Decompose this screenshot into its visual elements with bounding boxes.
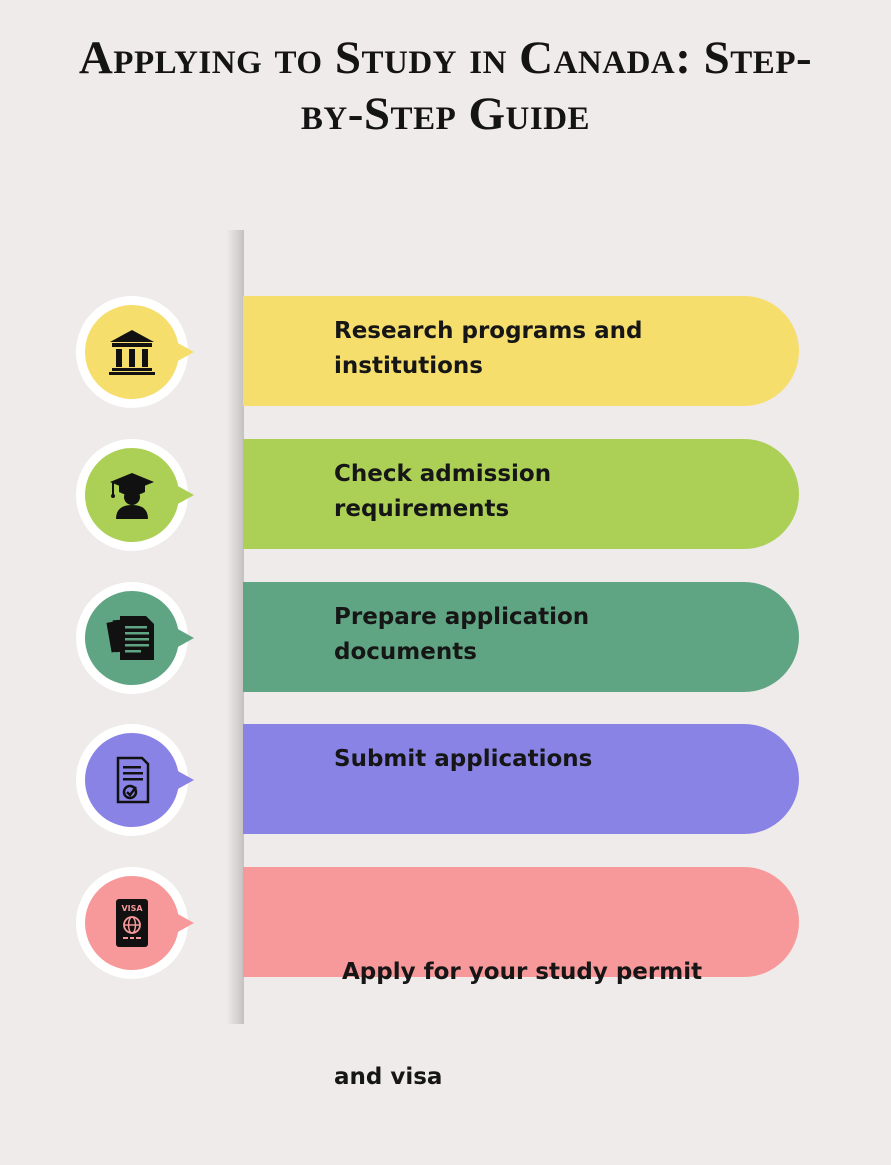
step-icon-bubble	[76, 439, 188, 551]
passport-visa-icon	[106, 897, 158, 949]
bubble-pointer	[176, 770, 194, 790]
svg-text:VISA: VISA	[121, 904, 143, 913]
step-permit-visa	[0, 867, 891, 1090]
step-admission	[0, 439, 891, 551]
bubble-pointer	[176, 628, 194, 648]
step-label: Submit applications	[334, 746, 593, 772]
step-label: Research programs and institutions	[334, 318, 643, 379]
step-label: Apply for your study permit and visa	[334, 959, 703, 1090]
step-icon-bubble	[76, 582, 188, 694]
page-title	[0, 30, 891, 142]
step-icon-bubble	[76, 867, 188, 979]
step-label: Check admission requirements	[334, 461, 552, 522]
graduate-icon	[106, 469, 158, 521]
bubble-pointer	[176, 485, 194, 505]
step-research	[0, 296, 891, 408]
step-submit	[0, 724, 891, 836]
step-label: Prepare application documents	[334, 604, 590, 665]
step-bar	[243, 724, 799, 834]
institution-icon	[106, 326, 158, 378]
bubble-pointer	[176, 913, 194, 933]
step-icon-bubble	[76, 296, 188, 408]
documents-icon	[106, 612, 158, 664]
step-icon-bubble	[76, 724, 188, 836]
title-line-1: Applying to Study in Canada: Step-	[78, 32, 813, 84]
submit-form-icon	[106, 754, 158, 806]
bubble-pointer	[176, 342, 194, 362]
step-documents	[0, 582, 891, 694]
title-line-2: by-Step Guide	[300, 88, 591, 140]
